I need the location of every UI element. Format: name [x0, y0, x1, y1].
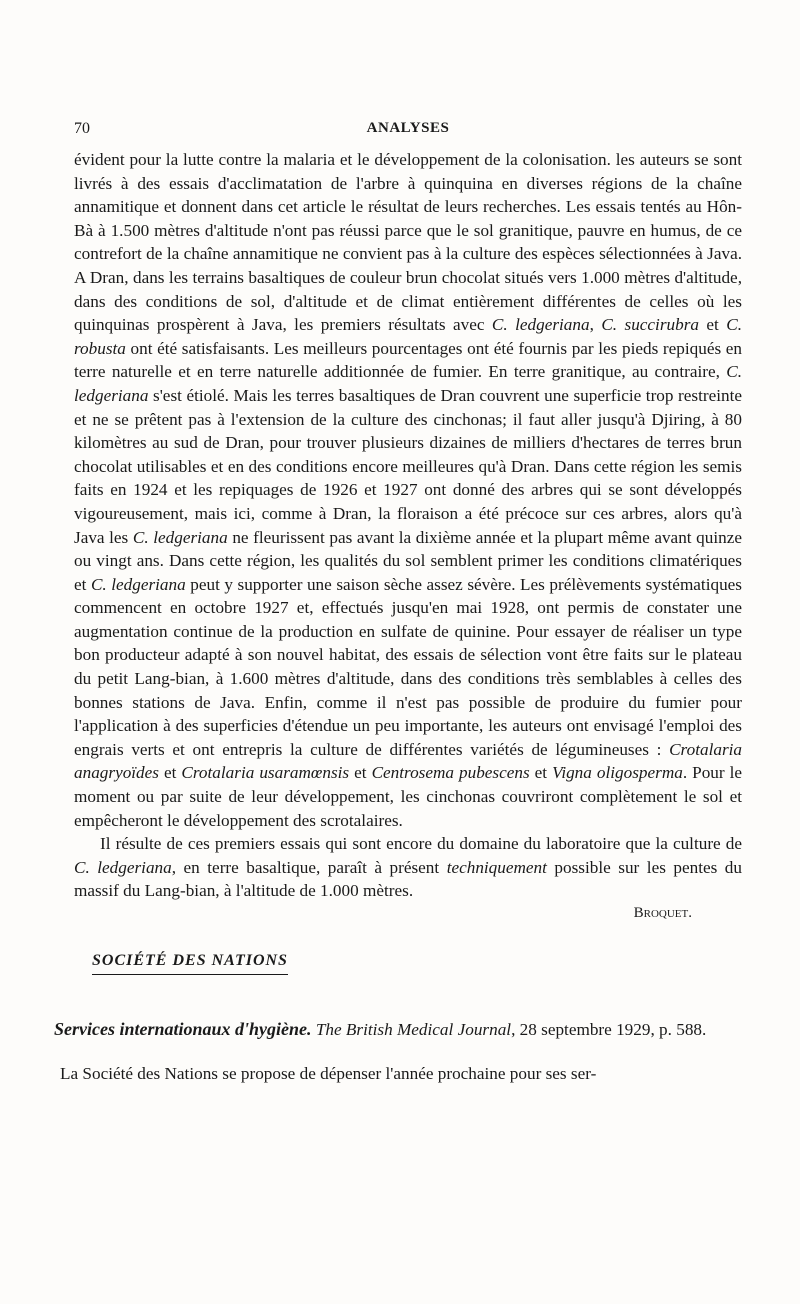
species-name: C. ledgeriana	[491, 315, 590, 335]
author-signature: Broquet.	[633, 905, 692, 921]
species-name: C. ledgeriana	[132, 527, 228, 547]
running-head: ANALYSES	[366, 120, 450, 136]
page-header	[74, 120, 742, 148]
reference-title: Services internationaux d'hygiène.	[54, 1019, 312, 1039]
species-name: C. succirubra	[601, 315, 699, 335]
reference-details: , 28 septembre 1929, p. 588.	[511, 1020, 707, 1039]
species-name: Crotalaria anagryoïdes	[74, 739, 742, 783]
bibliographic-reference	[54, 1017, 742, 1042]
species-name: Centrosema pubescens	[371, 763, 530, 783]
journal-name: The British Medical Journal	[311, 1020, 512, 1039]
section-heading: SOCIÉTÉ DES NATIONS	[92, 952, 288, 975]
species-name: C. ledgeriana	[90, 574, 186, 594]
page	[54, 120, 743, 1103]
emphasis: techniquement	[446, 857, 547, 877]
species-name: C. ledgeriana	[74, 857, 172, 877]
article-paragraph-3: La Société des Nations se propose de dépenser l'année prochaine pour ses ser-	[60, 1064, 597, 1083]
page-number: 70	[74, 120, 90, 137]
species-name: Crotalaria usaramœnsis	[181, 763, 350, 783]
species-name: C. robusta	[74, 315, 743, 358]
species-name: Vigna oligosperma	[552, 763, 683, 783]
species-name: C. ledgeriana	[74, 362, 742, 405]
article-paragraph-1: évident pour la lutte contre la malaria et le développement de la colonisation. les auteurs se sont livrés à des essais d'acclimatation de l'arbre à quinquina en diverses régions de la chaîne annamitique et donnent dans cet article le résultat de leurs recherches. Les essais tentés au Hôn-Bà à 1.500 mètres d'altitude n'ont pas réussi parce que le sol granitique, pauvre en humus, de ce contrefort de la chaîne annamitique ne convient pas à la culture des espèces sélectionnées à Java. A Dran, dans les terrains basaltiques de couleur brun chocolat situés vers 1.000 mètres d'altitude, dans des conditions de sol, d'altitude et de climat entièrement différentes de celles où les quinquinas prospèrent à Java, les premiers résultats avec C. ledgeriana, C. succirubra et C. robusta ont été satisfaisants. Les meilleurs pourcentages ont été fournis par les pieds repiqués en terre naturelle et en terre naturelle additionnée de fumier. En terre granitique, au contraire, C. ledgeriana s'est étiolé. Mais les terres basaltiques de Dran couvrent une superficie trop restreinte et ne se prêtent pas à l'extension de la culture des cinchonas; il faut aller jusqu'à Djiring, à 80 kilomètres au sud de Dran, pour trouver plusieurs dizaines de milliers d'hectares de terres brun chocolat utilisables et en des conditions encore meilleures qu'à Dran. Dans cette région les semis faits en 1924 et les repiquages de 1926 et 1927 ont donné des arbres qui se sont développés vigoureusement, mais ici, comme à Dran, la floraison a été précoce sur ces arbres, alors qu'à Java les C. ledgeriana ne fleurissent pas avant la dixième année et la plupart même avant quinze ou vingt ans. Dans cette région, les qualités du sol semblent primer les conditions climatériques et C. ledgeriana peut y supporter une saison sèche assez sévère. Les prélèvements systématiques commencent en octobre 1927 et, effectués jusqu'en mai 1928, ont permis de constater une augmentation continue de la production en sulfate de quinine. Pour essayer de réaliser un type bon producteur adapté à son nouvel habitat, des essais de sélection vont être faits sur le plateau du petit Lang-bian, à 1.600 mètres d'altitude, dans des conditions très semblables à celles des bonnes stations de Java. Enfin, comme il n'est pas possible de produire du fumier pour l'application à des superficies d'étendue un peu importante, les auteurs ont envisagé l'emploi des engrais verts et ont entrepris la culture de différentes variétés de légumineuses : Crotalaria anagryoïdes et Crotalaria usaramœnsis et Centrosema pubescens et Vigna oligosperma. Pour le moment ou par suite de leur développement, les cinchonas couvriront complètement le sol et empêcheront le développement des scrotalaires.	[74, 150, 743, 830]
article-paragraph-2: Il résulte de ces premiers essais qui sont encore du domaine du laboratoire que la culture de C. ledgeriana, en terre basaltique, paraît à présent techniquement possible sur les pentes du massif du Lang-bian, à l'altitude de 1.000 mètres.	[74, 834, 742, 901]
